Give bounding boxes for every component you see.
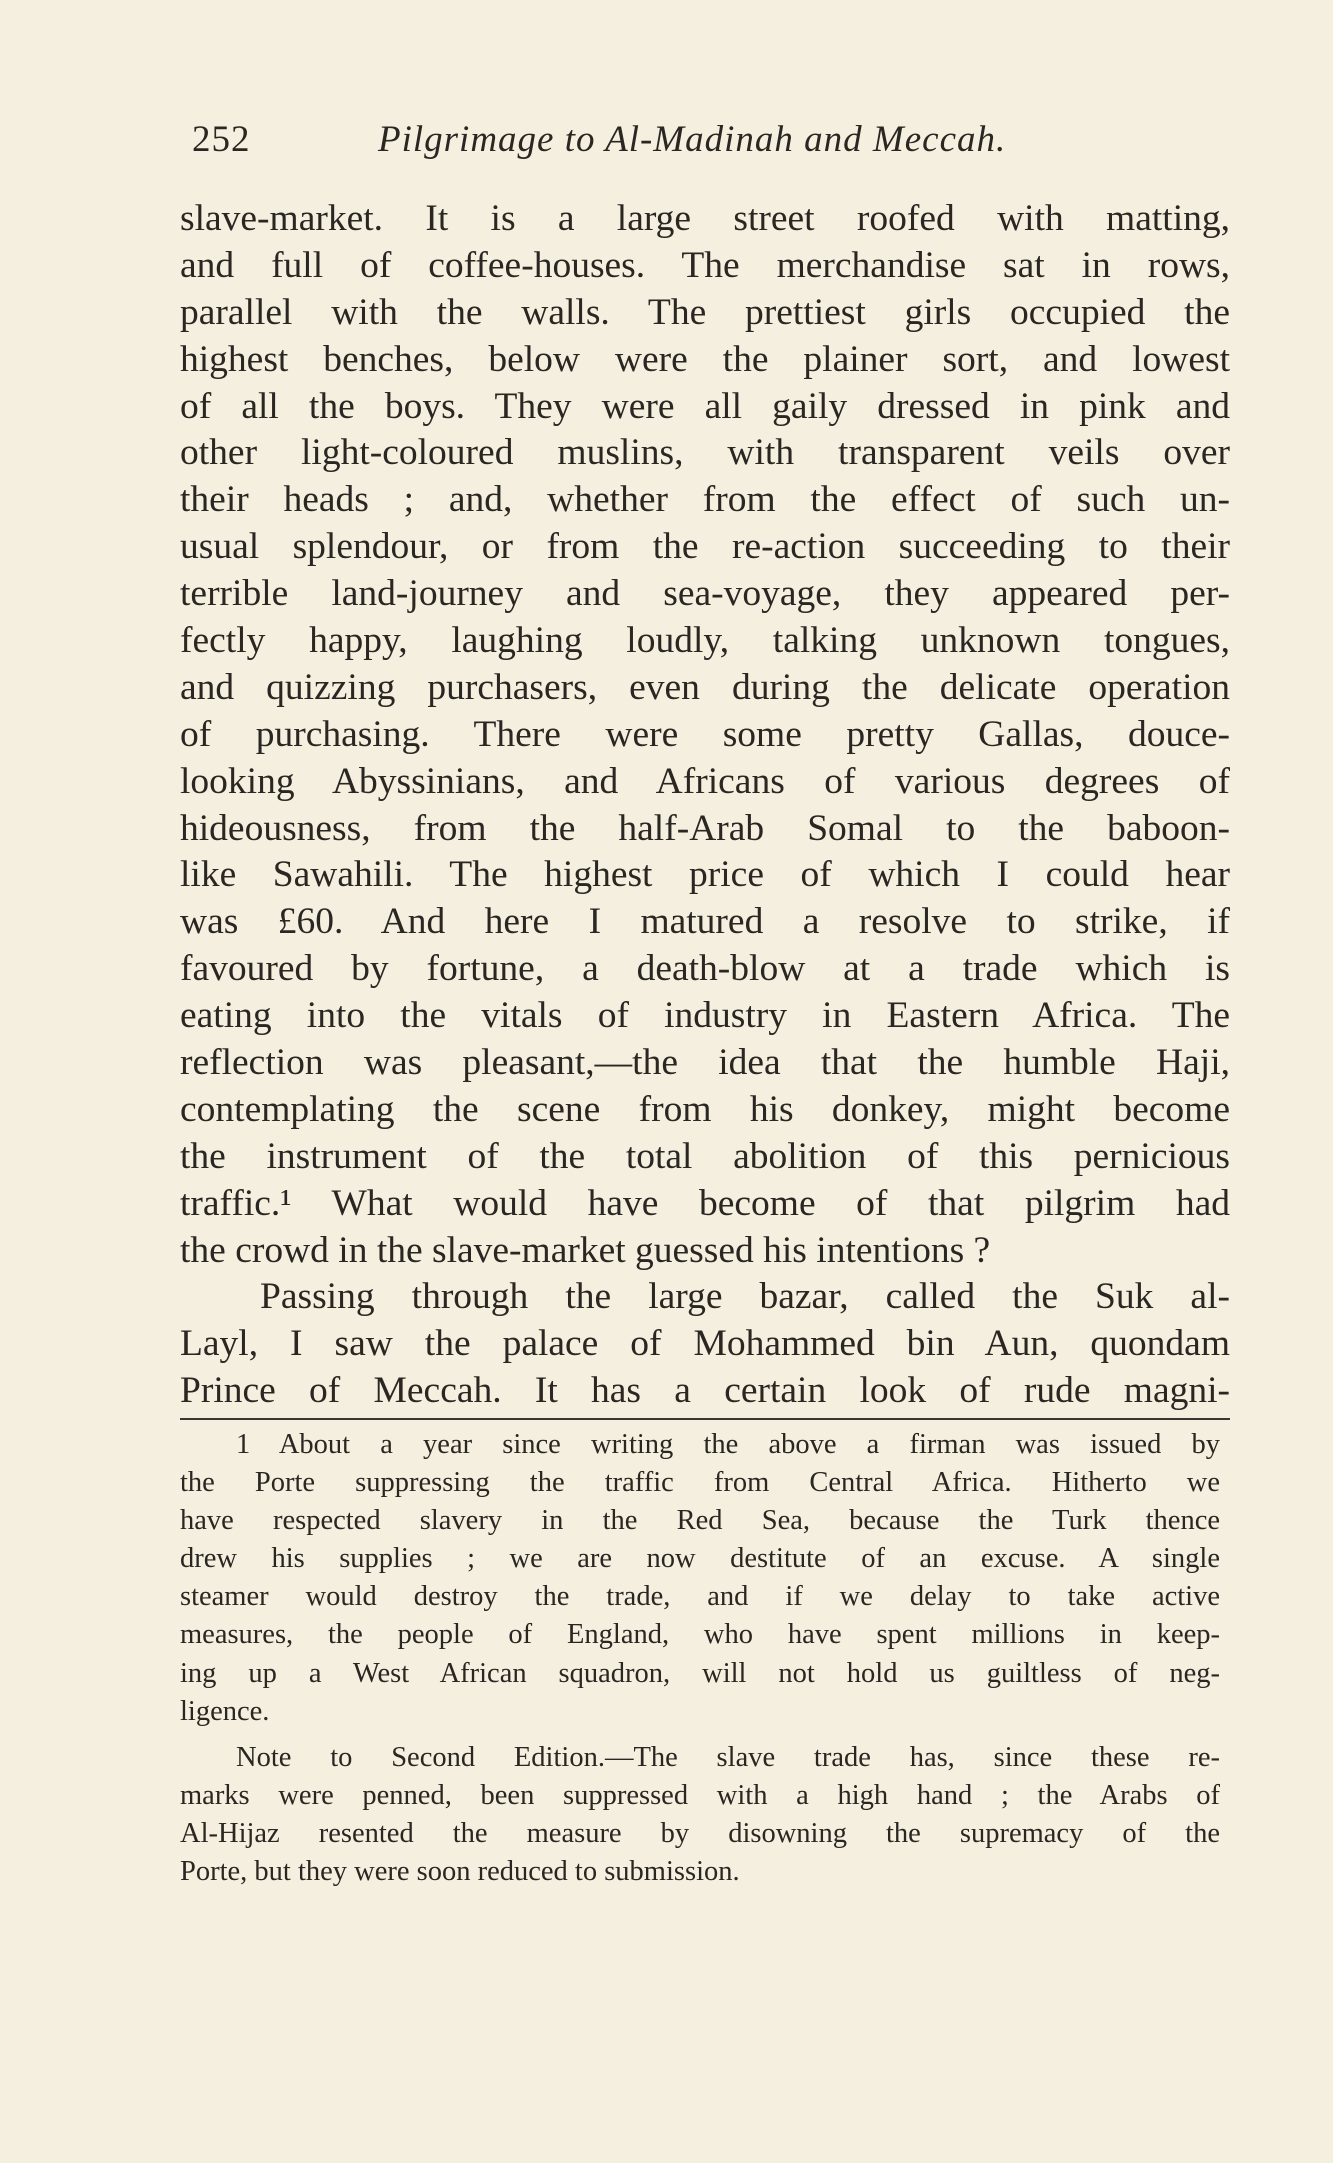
body-line: Layl, I saw the palace of Mohammed bin Aun, quondam (180, 1323, 1230, 1365)
footnote-line: steamer would destroy the trade, and if we delay to take active (180, 1581, 1220, 1613)
edition-note-line: Porte, but they were soon reduced to submission. (180, 1856, 740, 1888)
body-line: of all the boys. They were all gaily dressed in pink and (180, 385, 1230, 427)
body-line: eating into the vitals of industry in Eastern Africa. The (180, 995, 1230, 1037)
footnote-line: drew his supplies ; we are now destitute of an excuse. A single (180, 1543, 1220, 1575)
footnote-line: ing up a West African squadron, will not hold us guiltless of neg- (180, 1657, 1220, 1689)
footnote-line: ligence. (180, 1695, 270, 1727)
body-line: of purchasing. There were some pretty Gallas, douce- (180, 713, 1230, 755)
body-line: fectly happy, laughing loudly, talking unknown tongues, (180, 620, 1230, 662)
footnotes (180, 1426, 1220, 1891)
body-line: reflection was pleasant,—the idea that the humble Haji, (180, 1042, 1230, 1084)
body-line: other light-coloured muslins, with transparent veils over (180, 432, 1230, 474)
body-line: like Sawahili. The highest price of which I could hear (180, 854, 1230, 896)
body-line: and full of coffee-houses. The merchandise sat in rows, (180, 244, 1230, 286)
body-line: traffic.¹ What would have become of that pilgrim had (180, 1182, 1230, 1224)
body-line: hideousness, from the half-Arab Somal to the baboon- (180, 807, 1230, 849)
footnote-line: measures, the people of England, who have spent millions in keep- (180, 1619, 1220, 1651)
body-line: the crowd in the slave-market guessed his intentions ? (180, 1229, 991, 1271)
body-line: usual splendour, or from the re-action succeeding to their (180, 526, 1230, 568)
body-line: parallel with the walls. The prettiest girls occupied the (180, 291, 1230, 333)
body-line: their heads ; and, whether from the effect of such un- (180, 479, 1230, 521)
body-line: contemplating the scene from his donkey, might become (180, 1088, 1230, 1130)
page-number: 252 (192, 119, 251, 160)
page-header (192, 118, 1072, 162)
body-line: was £60. And here I matured a resolve to strike, if (180, 901, 1230, 943)
body-line: the instrument of the total abolition of this pernicious (180, 1135, 1230, 1177)
body-line: highest benches, below were the plainer sort, and lowest (180, 338, 1230, 380)
body-line: looking Abyssinians, and Africans of various degrees of (180, 760, 1230, 802)
edition-note-line: Note to Second Edition.—The slave trade has, since these re- (236, 1741, 1220, 1773)
body-line: favoured by fortune, a death-blow at a trade which is (180, 948, 1230, 990)
footnote-line: have respected slavery in the Red Sea, because the Turk thence (180, 1505, 1220, 1537)
body-line: Passing through the large bazar, called the Suk al- (260, 1276, 1230, 1318)
body-line: slave-market. It is a large street roofed with matting, (180, 198, 1230, 239)
body-text (180, 196, 1230, 1415)
running-head: Pilgrimage to Al-Madinah and Meccah. (378, 119, 1007, 160)
body-line: and quizzing purchasers, even during the delicate operation (180, 666, 1230, 708)
footnote-line: 1 About a year since writing the above a firman was issued by (236, 1429, 1220, 1460)
body-line: Prince of Meccah. It has a certain look of rude magni- (180, 1370, 1230, 1412)
body-line: terrible land-journey and sea-voyage, they appeared per- (180, 573, 1230, 615)
edition-note-line: Al-Hijaz resented the measure by disowning the supremacy of the (180, 1817, 1220, 1849)
footnote-divider (180, 1418, 1230, 1420)
edition-note-line: marks were penned, been suppressed with a high hand ; the Arabs of (180, 1779, 1220, 1811)
footnote-line: the Porte suppressing the traffic from Central Africa. Hitherto we (180, 1467, 1220, 1499)
